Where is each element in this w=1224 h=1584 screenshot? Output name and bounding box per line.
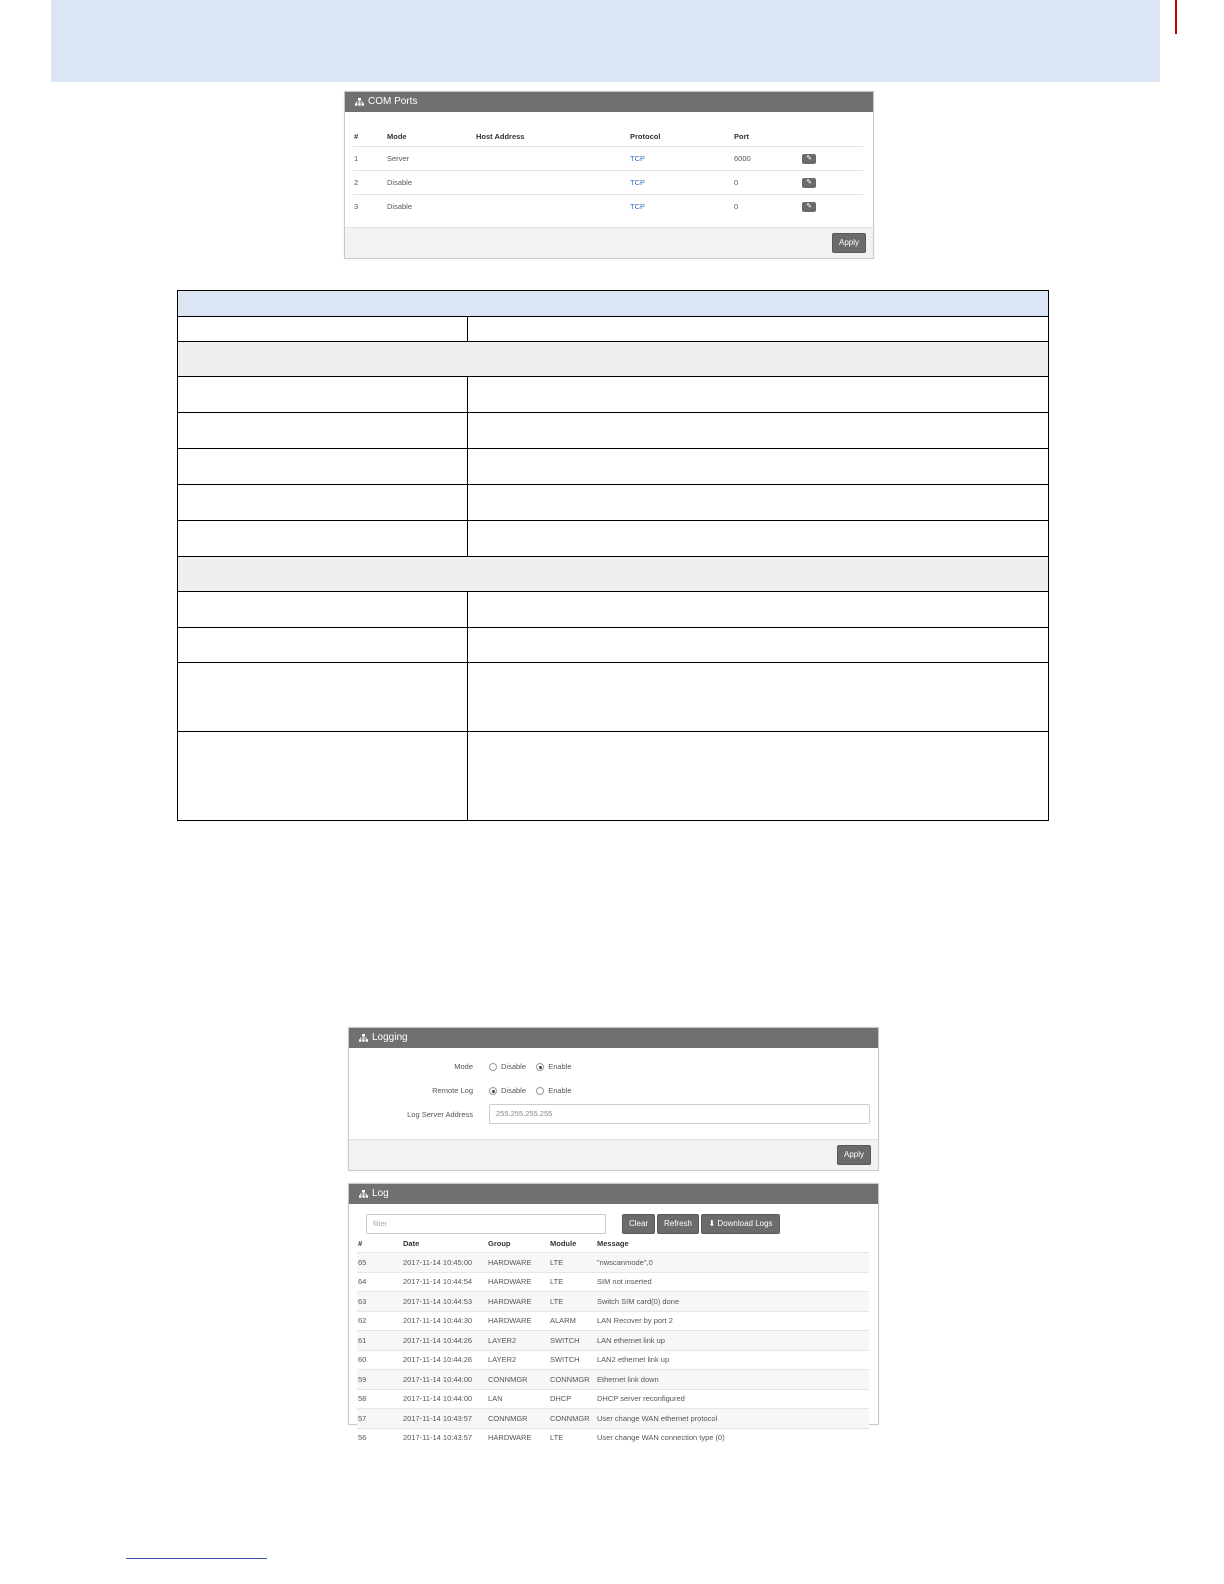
log-server-label: Log Server Address (407, 1110, 473, 1119)
table-row: 65 2017-11-14 10:45:00 HARDWARE LTE "nwscanmode",0 (357, 1253, 869, 1273)
table-row: 60 2017-11-14 10:44:26 LAYER2 SWITCH LAN2 ethernet link up (357, 1350, 869, 1370)
mode-radio-group: Disable Enable (489, 1062, 572, 1071)
spec-section-row (178, 342, 1049, 377)
network-icon (355, 98, 364, 106)
col-header: Host Address (476, 131, 525, 141)
table-row: 62 2017-11-14 10:44:30 HARDWARE ALARM LAN Recover by port 2 (357, 1311, 869, 1331)
table-row: 2 Disable TCP 0 ✎ (353, 171, 863, 195)
mode-disable-radio[interactable] (489, 1063, 497, 1071)
col-header: Port (734, 131, 749, 141)
col-header: Message (597, 1238, 629, 1248)
log-header (349, 1184, 878, 1204)
table-row: 56 2017-11-14 10:43:57 HARDWARE LTE User change WAN connection type (0) (357, 1428, 869, 1447)
col-header: # (354, 131, 359, 141)
col-header: Protocol (630, 131, 661, 141)
remote-log-radio-group: Disable Enable (489, 1086, 572, 1095)
page-header-band (51, 0, 1160, 82)
spec-section-row (178, 557, 1049, 592)
table-row: 58 2017-11-14 10:44:00 LAN DHCP DHCP server reconfigured (357, 1389, 869, 1409)
panel-title: Logging (372, 1032, 408, 1043)
download-icon: ⬇ (708, 1219, 716, 1228)
col-header: Module (550, 1238, 577, 1248)
table-row: 3 Disable TCP 0 ✎ (353, 195, 863, 219)
table-row: 57 2017-11-14 10:43:57 CONNMGR CONNMGR User change WAN ethernet protocol (357, 1409, 869, 1429)
edit-icon[interactable]: ✎ (802, 202, 816, 212)
col-header: Mode (387, 131, 407, 141)
table-row: 59 2017-11-14 10:44:00 CONNMGR CONNMGR Ethernet link down (357, 1370, 869, 1390)
margin-marker (1175, 0, 1177, 34)
table-row: 63 2017-11-14 10:44:53 HARDWARE LTE Switch SIM card(0) done (357, 1292, 869, 1312)
mode-label: Mode (454, 1062, 473, 1071)
edit-icon[interactable]: ✎ (802, 154, 816, 164)
refresh-button[interactable]: Refresh (657, 1214, 699, 1234)
spec-table-header (178, 291, 1049, 317)
col-header: # (358, 1238, 363, 1248)
filter-input[interactable]: filter (366, 1214, 606, 1234)
spec-table (177, 290, 1049, 821)
col-header: Group (488, 1238, 511, 1248)
clear-button[interactable]: Clear (622, 1214, 655, 1234)
panel-footer (349, 1139, 878, 1170)
apply-button[interactable]: Apply (837, 1145, 871, 1165)
log-table (357, 1234, 869, 1447)
log-server-address-input[interactable]: 255.255.255.255 (489, 1104, 870, 1124)
download-logs-button[interactable]: ⬇ Download Logs (701, 1214, 780, 1234)
log-panel (348, 1183, 879, 1443)
footnote-separator (126, 1558, 267, 1559)
table-row: 61 2017-11-14 10:44:26 LAYER2 SWITCH LAN ethernet link up (357, 1331, 869, 1351)
remote-log-enable-radio[interactable] (536, 1087, 544, 1095)
logging-header (349, 1028, 878, 1048)
com-ports-table (353, 126, 863, 218)
apply-button[interactable]: Apply (832, 233, 866, 253)
network-icon (359, 1034, 368, 1042)
col-header: Date (403, 1238, 420, 1248)
logging-panel (348, 1027, 879, 1171)
network-icon (359, 1190, 368, 1198)
remote-log-label: Remote Log (432, 1086, 473, 1095)
table-row: 64 2017-11-14 10:44:54 HARDWARE LTE SIM not inserted (357, 1272, 869, 1292)
panel-footer (345, 227, 873, 258)
panel-title: COM Ports (368, 96, 418, 107)
com-ports-header (345, 92, 873, 112)
remote-log-disable-radio[interactable] (489, 1087, 497, 1095)
mode-enable-radio[interactable] (536, 1063, 544, 1071)
table-row: 1 Server TCP 6000 ✎ (353, 147, 863, 171)
com-ports-panel (344, 91, 874, 259)
panel-title: Log (372, 1188, 389, 1199)
edit-icon[interactable]: ✎ (802, 178, 816, 188)
